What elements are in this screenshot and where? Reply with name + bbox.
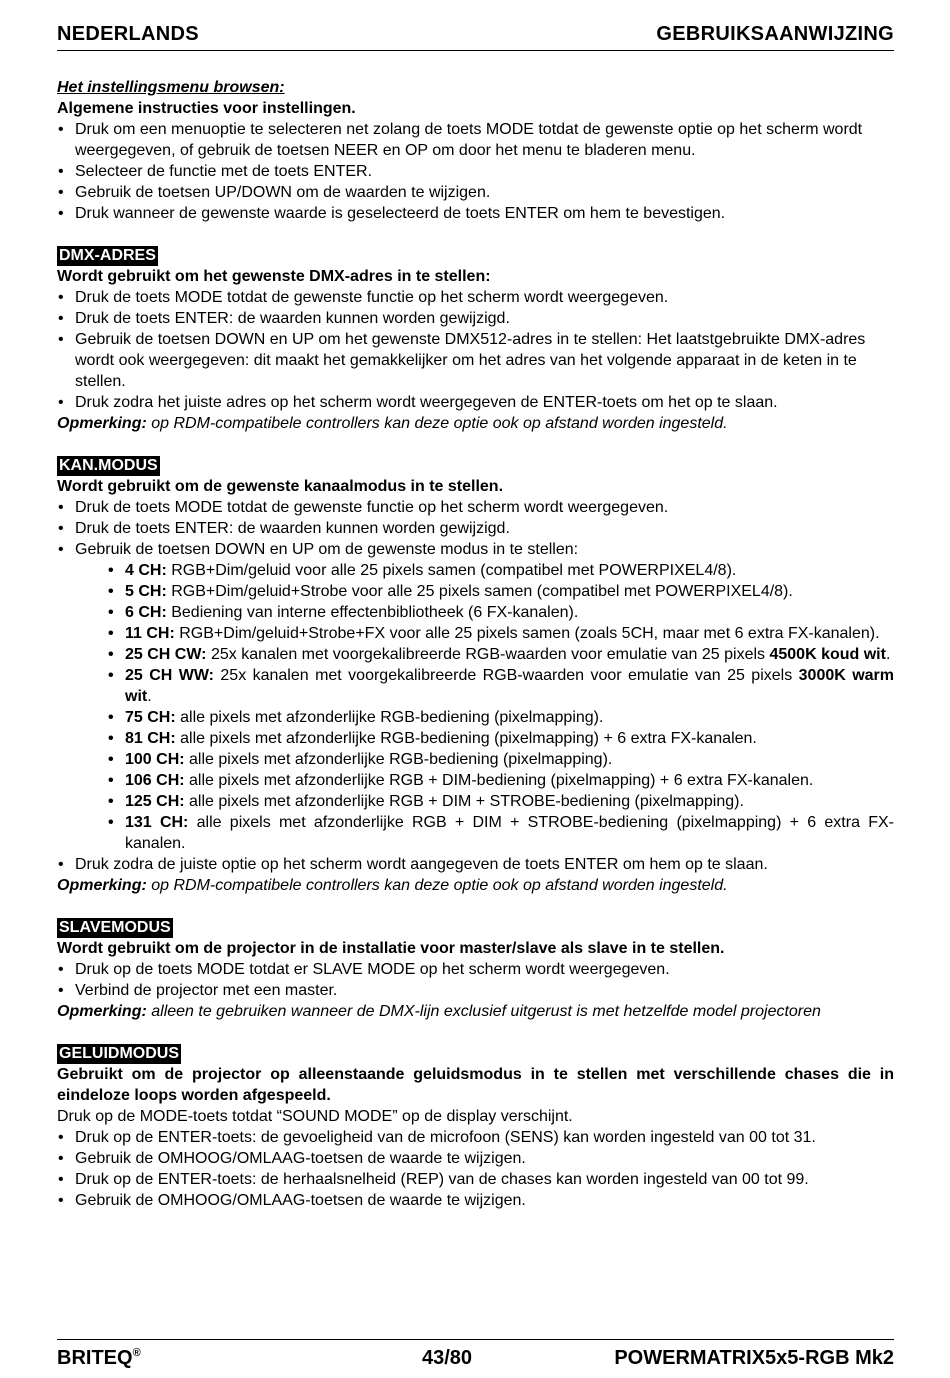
kan-heading: Wordt gebruikt om de gewenste kanaalmodus in te stellen. bbox=[57, 478, 504, 495]
list-item: • Druk de toets ENTER: de waarden kunnen worden gewijzigd. bbox=[57, 308, 894, 329]
mode-label: 100 CH: bbox=[125, 751, 185, 768]
list-item: • Gebruik de OMHOOG/OMLAAG-toetsen de waarde te wijzigen. bbox=[57, 1148, 894, 1169]
mode-label: 11 CH: bbox=[125, 625, 175, 642]
mode-item bbox=[107, 623, 894, 644]
mode-label: 25 CH CW: bbox=[125, 646, 207, 663]
page-header bbox=[57, 20, 894, 51]
mode-item bbox=[107, 728, 894, 749]
header-language: NEDERLANDS bbox=[57, 23, 199, 45]
mode-text: alle pixels met afzonderlijke RGB-bediening (pixelmapping). bbox=[184, 751, 613, 768]
mode-label: 106 CH: bbox=[125, 772, 185, 789]
list-item: • Druk wanneer de gewenste waarde is geselecteerd de toets ENTER om hem te bevestigen. bbox=[57, 203, 894, 224]
dmx-note bbox=[57, 413, 894, 434]
sound-heading: Gebruikt om de projector op alleenstaande geluidsmodus in te stellen met verschillende chases die in eindeloze loops worden afgespeeld. bbox=[57, 1066, 894, 1104]
dmx-section bbox=[57, 245, 894, 434]
mode-label: 6 CH: bbox=[125, 604, 167, 621]
mode-item bbox=[107, 581, 894, 602]
mode-item bbox=[107, 749, 894, 770]
mode-bold-value: 3000K warm wit bbox=[125, 667, 895, 705]
mode-list bbox=[107, 560, 894, 854]
page-footer bbox=[57, 1339, 894, 1376]
mode-item bbox=[107, 560, 894, 581]
section-tag-kan: KAN.MODUS bbox=[59, 457, 158, 474]
page-number: 43/80 bbox=[422, 1347, 473, 1369]
mode-text: alle pixels met afzonderlijke RGB-bediening (pixelmapping). bbox=[175, 709, 604, 726]
mode-text: alle pixels met afzonderlijke RGB-bediening (pixelmapping) + 6 extra FX-kanalen. bbox=[175, 730, 757, 747]
intro-section bbox=[57, 77, 894, 224]
mode-text: RGB+Dim/geluid voor alle 25 pixels samen (compatibel met POWERPIXEL4/8). bbox=[166, 562, 737, 579]
mode-item bbox=[107, 770, 894, 791]
mode-label: 131 CH: bbox=[125, 814, 189, 831]
mode-text: Bediening van interne effectenbibliotheek (6 FX-kanalen). bbox=[166, 604, 579, 621]
section-tag-dmx: DMX-ADRES bbox=[59, 247, 156, 264]
section-tag-sound: GELUIDMODUS bbox=[59, 1045, 179, 1062]
note-text: op RDM-compatibele controllers kan deze optie ook op afstand worden ingesteld. bbox=[146, 877, 728, 894]
mode-text: RGB+Dim/geluid+Strobe voor alle 25 pixels samen (compatibel met POWERPIXEL4/8). bbox=[166, 583, 793, 600]
kan-note bbox=[57, 875, 894, 896]
list-item: • Druk zodra het juiste adres op het scherm wordt weergegeven de ENTER-toets om het op te slaan. bbox=[57, 392, 894, 413]
mode-label: 81 CH: bbox=[125, 730, 176, 747]
mode-bold-value: 4500K koud wit bbox=[769, 646, 886, 663]
page-content bbox=[57, 77, 894, 1211]
list-item: • Druk zodra de juiste optie op het scherm wordt aangegeven de toets ENTER om hem op te slaan. bbox=[57, 854, 894, 875]
note-label: Opmerking: bbox=[57, 1003, 147, 1020]
mode-tail: . bbox=[885, 646, 891, 663]
mode-item bbox=[107, 812, 894, 854]
header-title: GEBRUIKSAANWIJZING bbox=[656, 23, 894, 45]
list-item: • Druk de toets MODE totdat de gewenste functie op het scherm wordt weergegeven. bbox=[57, 497, 894, 518]
section-tag-slave: SLAVEMODUS bbox=[59, 919, 171, 936]
list-item: • Gebruik de OMHOOG/OMLAAG-toetsen de waarde te wijzigen. bbox=[57, 1190, 894, 1211]
mode-tail: . bbox=[147, 688, 152, 705]
mode-item bbox=[107, 791, 894, 812]
list-item: • Selecteer de functie met de toets ENTER. bbox=[57, 161, 894, 182]
slave-list bbox=[57, 959, 894, 1001]
mode-text: 25x kanalen met voorgekalibreerde RGB-waarden voor emulatie van 25 pixels bbox=[213, 667, 799, 684]
list-item: • Gebruik de toetsen UP/DOWN om de waarden te wijzigen. bbox=[57, 182, 894, 203]
list-item: • Druk de toets ENTER: de waarden kunnen worden gewijzigd. bbox=[57, 518, 894, 539]
sound-list bbox=[57, 1127, 894, 1211]
dmx-heading: Wordt gebruikt om het gewenste DMX-adres in te stellen: bbox=[57, 268, 491, 285]
list-item: • Druk om een menuoptie te selecteren net zolang de toets MODE totdat de gewenste optie op het scherm wordt weergegeven, of gebruik de toetsen NEER en OP om door het menu te bladeren menu. bbox=[57, 119, 894, 161]
mode-label: 4 CH: bbox=[125, 562, 167, 579]
sound-section bbox=[57, 1043, 894, 1211]
intro-list bbox=[57, 119, 894, 224]
footer-brand bbox=[57, 1347, 141, 1370]
list-item: • Verbind de projector met een master. bbox=[57, 980, 894, 1001]
mode-item bbox=[107, 644, 894, 665]
footer-model: POWERMATRIX5x5-RGB Mk2 bbox=[614, 1347, 894, 1369]
mode-text: alle pixels met afzonderlijke RGB + DIM + STROBE-bediening (pixelmapping) + 6 extra FX-kanalen. bbox=[125, 814, 894, 852]
slave-note bbox=[57, 1001, 894, 1022]
slave-section bbox=[57, 917, 894, 1022]
list-item: • Gebruik de toetsen DOWN en UP om het gewenste DMX512-adres in te stellen: Het laatstgebruikte DMX-adres wordt ook weergegeven: dit maakt het gemakkelijker om het adres van het volgende apparaat in de keten in te stellen. bbox=[57, 329, 894, 392]
mode-item bbox=[107, 602, 894, 623]
note-text: alleen te gebruiken wanneer de DMX-lijn exclusief uitgerust is met hetzelfde model projectoren bbox=[146, 1003, 821, 1020]
list-item: • Druk op de toets MODE totdat er SLAVE MODE op het scherm wordt weergegeven. bbox=[57, 959, 894, 980]
mode-label: 25 CH WW: bbox=[125, 667, 214, 684]
note-label: Opmerking: bbox=[57, 415, 147, 432]
mode-text: alle pixels met afzonderlijke RGB + DIM-bediening (pixelmapping) + 6 extra FX-kanalen. bbox=[184, 772, 814, 789]
dmx-list bbox=[57, 287, 894, 413]
intro-subtitle: Algemene instructies voor instellingen. bbox=[57, 100, 356, 117]
mode-text: alle pixels met afzonderlijke RGB + DIM + STROBE-bediening (pixelmapping). bbox=[184, 793, 744, 810]
mode-label: 75 CH: bbox=[125, 709, 176, 726]
kan-section bbox=[57, 455, 894, 896]
mode-label: 125 CH: bbox=[125, 793, 185, 810]
slave-heading: Wordt gebruikt om de projector in de installatie voor master/slave als slave in te stellen. bbox=[57, 940, 725, 957]
list-item: • Druk op de ENTER-toets: de herhaalsnelheid (REP) van de chases kan worden ingesteld van 00 tot 99. bbox=[57, 1169, 894, 1190]
list-item-text: Gebruik de toetsen DOWN en UP om de gewenste modus in te stellen: bbox=[75, 541, 579, 558]
list-item bbox=[57, 539, 894, 854]
note-label: Opmerking: bbox=[57, 877, 147, 894]
mode-text: RGB+Dim/geluid+Strobe+FX voor alle 25 pixels samen (zoals 5CH, maar met 6 extra FX-kanalen). bbox=[174, 625, 880, 642]
brand-name: BRITEQ bbox=[57, 1347, 133, 1369]
mode-item bbox=[107, 707, 894, 728]
kan-list bbox=[57, 497, 894, 875]
mode-text: 25x kanalen met voorgekalibreerde RGB-waarden voor emulatie van 25 pixels bbox=[206, 646, 770, 663]
sound-intro: Druk op de MODE-toets totdat “SOUND MODE” op de display verschijnt. bbox=[57, 1108, 573, 1125]
intro-title: Het instellingsmenu browsen: bbox=[57, 79, 285, 96]
mode-item bbox=[107, 665, 894, 707]
mode-label: 5 CH: bbox=[125, 583, 167, 600]
list-item: • Druk op de ENTER-toets: de gevoeligheid van de microfoon (SENS) kan worden ingesteld van 00 tot 31. bbox=[57, 1127, 894, 1148]
registered-mark: ® bbox=[132, 1347, 141, 1359]
list-item: • Druk de toets MODE totdat de gewenste functie op het scherm wordt weergegeven. bbox=[57, 287, 894, 308]
note-text: op RDM-compatibele controllers kan deze optie ook op afstand worden ingesteld. bbox=[146, 415, 728, 432]
